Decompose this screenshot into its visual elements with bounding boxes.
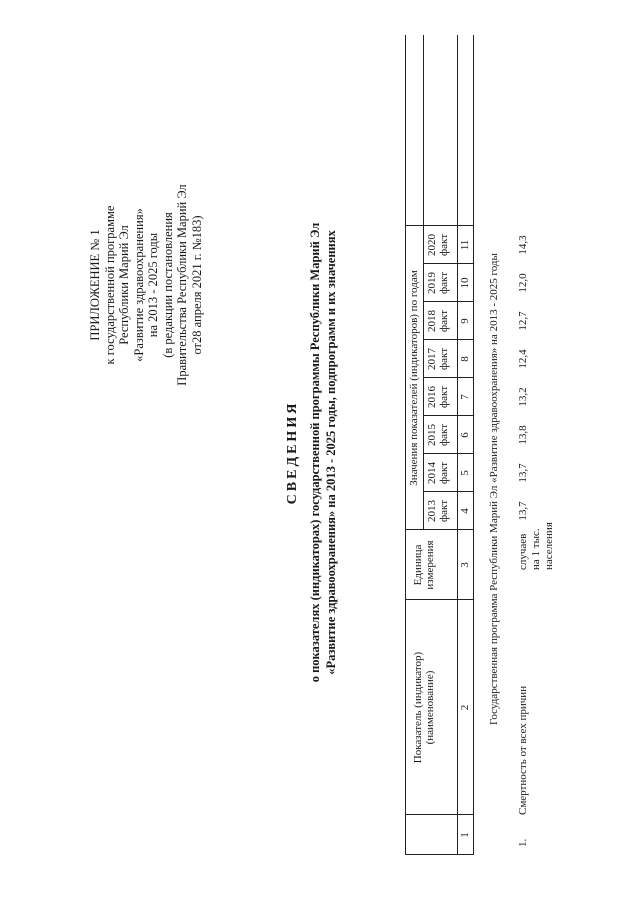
row-value: 12,7 bbox=[517, 311, 529, 331]
row-unit-line: населения bbox=[543, 522, 555, 570]
year-header-cell bbox=[426, 454, 450, 492]
section-title: Государственная программа Республики Марий Эл «Развитие здравоохранения» на 2013 - 2025 годы bbox=[488, 253, 500, 725]
year-sublabel: факт bbox=[438, 309, 450, 333]
year-header-cell bbox=[426, 340, 450, 378]
row-value: 12,4 bbox=[517, 349, 529, 369]
year-header-cell bbox=[426, 302, 450, 340]
col-number-cell: 5 bbox=[459, 470, 471, 476]
document-title: СВЕДЕНИЯ bbox=[285, 400, 300, 505]
year-header-cell bbox=[426, 264, 450, 302]
year-sublabel: факт bbox=[438, 271, 450, 295]
year-sublabel: факт bbox=[438, 385, 450, 409]
col-number-cell: 9 bbox=[459, 318, 471, 324]
year-label: 2020 bbox=[426, 234, 438, 256]
year-label: 2019 bbox=[426, 272, 438, 294]
appendix-line: ПРИЛОЖЕНИЕ № 1 bbox=[88, 229, 102, 341]
year-header-cell bbox=[426, 492, 450, 530]
year-label: 2015 bbox=[426, 424, 438, 446]
unit-header-line: Единица bbox=[412, 544, 424, 586]
table-line-colnumbers bbox=[457, 35, 458, 855]
year-label: 2013 bbox=[426, 500, 438, 522]
indicator-header-line: (наименование) bbox=[424, 670, 436, 745]
appendix-line: от28 апреля 2021 г. №183) bbox=[189, 215, 204, 355]
col-number-cell: 10 bbox=[459, 277, 471, 289]
values-header: Значения показателей (индикаторов) по годам bbox=[408, 270, 420, 486]
appendix-line: (в редакции постановления bbox=[160, 212, 175, 358]
document-subtitle-line1: о показателях (индикаторах) государственной программы Республики Марий Эл bbox=[308, 222, 322, 683]
col-number-cell: 8 bbox=[459, 356, 471, 362]
year-header-cell bbox=[426, 226, 450, 264]
col-number-cell: 4 bbox=[459, 508, 471, 514]
year-sublabel: факт bbox=[438, 233, 450, 257]
unit-header-line: измерения bbox=[424, 540, 436, 590]
unit-header bbox=[412, 530, 436, 600]
col-number-cell: 2 bbox=[459, 704, 471, 711]
year-header-cell bbox=[426, 378, 450, 416]
indicator-header bbox=[412, 600, 436, 815]
row-unit-line: случаев bbox=[517, 533, 529, 570]
col-number-cell: 3 bbox=[459, 562, 471, 568]
row-value: 13,8 bbox=[517, 425, 529, 445]
year-sublabel: факт bbox=[438, 461, 450, 485]
year-label: 2014 bbox=[426, 462, 438, 484]
appendix-line: Республики Марий Эл bbox=[117, 225, 131, 345]
table-line-years bbox=[423, 35, 424, 530]
row-value: 13,7 bbox=[517, 463, 529, 483]
table-border-bottom bbox=[473, 35, 474, 855]
col-number-cell: 11 bbox=[459, 239, 471, 251]
appendix-line: «Развитие здравоохранения» bbox=[131, 208, 146, 362]
year-label: 2017 bbox=[426, 348, 438, 370]
year-sublabel: факт bbox=[438, 499, 450, 523]
row-unit-line: на 1 тыс. bbox=[530, 528, 542, 570]
row-value: 12,0 bbox=[517, 273, 529, 293]
row-value: 13,7 bbox=[517, 501, 529, 521]
col-number-cell: 6 bbox=[459, 432, 471, 438]
year-label: 2016 bbox=[426, 386, 438, 408]
col-number-cell: 7 bbox=[459, 394, 471, 400]
row-indicator: Смертность от всех причин bbox=[517, 685, 529, 815]
appendix-line: на 2013 - 2025 годы bbox=[146, 232, 160, 338]
table-border-top bbox=[405, 35, 406, 855]
appendix-line: Правительства Республики Марий Эл bbox=[175, 184, 189, 386]
col-number-cell: 1 bbox=[459, 832, 471, 838]
year-sublabel: факт bbox=[438, 423, 450, 447]
indicator-header-line: Показатель (индикатор) bbox=[412, 651, 424, 764]
year-sublabel: факт bbox=[438, 347, 450, 371]
year-header-cell bbox=[426, 416, 450, 454]
row-number: 1. bbox=[517, 838, 529, 847]
row-value: 13,2 bbox=[517, 387, 529, 407]
year-label: 2018 bbox=[426, 310, 438, 332]
appendix-line: к государственной программе bbox=[102, 205, 117, 365]
row-value: 14,3 bbox=[517, 235, 529, 255]
document-subtitle-line2: «Развитие здравоохранения» на 2013 - 2025 годы, подпрограмм и их значениях bbox=[324, 230, 338, 675]
